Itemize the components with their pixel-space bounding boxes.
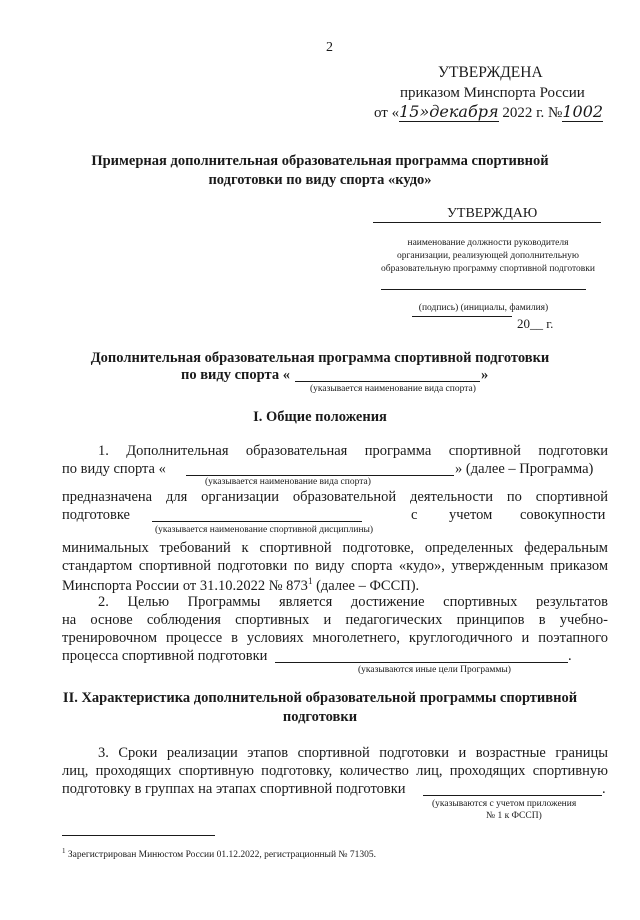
position-note-3: образовательную программу спортивной подготовки [380, 264, 595, 274]
footnote [62, 847, 376, 860]
p1-note-discipline: (указывается наименование спортивной дисциплины) [155, 525, 374, 535]
signature-line [381, 289, 586, 290]
approve-label: УТВЕРЖДАЮ [447, 206, 538, 221]
p2-goals-line [275, 662, 568, 663]
p3-line2: лиц, проходящих спортивную подготовку, количество лиц, проходящих спортивную [62, 763, 608, 779]
approval-order: приказом Минспорта России [400, 85, 585, 101]
doc-title-sport-line [295, 381, 480, 382]
footnote-mark: 1 [62, 847, 66, 855]
doc-title-line2-prefix: по виду спорта « [181, 367, 290, 383]
p1-sport-line [186, 475, 454, 476]
p3-line1: 3. Сроки реализации этапов спортивной подготовки и возрастные границы [98, 745, 608, 761]
p1-discipline-line [152, 521, 362, 522]
signature-note: (подпись) (инициалы, фамилия) [418, 303, 549, 313]
p1-line7-a: Минспорта России от 31.10.2022 № 873 [62, 577, 308, 594]
p1-word-s: с [411, 507, 418, 523]
p2-line4-prefix: процесса спортивной подготовки [62, 648, 268, 664]
p1-note-sport: (указывается наименование вида спорта) [205, 477, 371, 487]
p2-line2: на основе соблюдения спортивных и педагогических принципов в учебно- [62, 612, 608, 628]
doc-title-line1: Дополнительная образовательная программа спортивной подготовки [90, 350, 550, 366]
p3-note-1: (указываются с учетом приложения [432, 799, 577, 809]
footnote-text: Зарегистрирован Минюстом России 01.12.2022, регистрационный № 71305. [65, 850, 376, 861]
section1-heading: I. Общие положения [253, 409, 387, 425]
doc-title-line2-suffix: » [481, 367, 489, 383]
date-line [412, 316, 512, 317]
p1-line3: предназначена для организации образовательной деятельности по спортивной [62, 489, 608, 505]
position-note-2: организации, реализующей дополнительную [397, 251, 579, 261]
section2-heading-line1: II. Характеристика дополнительной образовательной программы спортивной [62, 690, 578, 706]
p1-line4-prefix: подготовке [62, 507, 130, 523]
handwritten-order-number: 1002 [562, 102, 604, 121]
p1-line5: минимальных требований к спортивной подготовке, определенных федеральным [62, 540, 608, 556]
footnote-ref: 1 [307, 576, 313, 586]
p1-line7-b: (далее – ФССП). [312, 577, 420, 594]
program-title-line1: Примерная дополнительная образовательная программа спортивной [91, 153, 549, 169]
p3-line3-suffix: . [602, 781, 606, 797]
handwritten-month: »декабря [419, 102, 499, 121]
approval-date-line [374, 102, 603, 122]
year-suffix: 20__ г. [517, 316, 554, 331]
page-number: 2 [326, 40, 333, 55]
approval-title: УТВЕРЖДЕНА [438, 64, 543, 81]
p1-line1: 1. Дополнительная образовательная программа спортивной подготовки [98, 443, 608, 459]
date-year: 2022 г. № [502, 105, 563, 121]
handwritten-day: 15 [399, 102, 420, 121]
p3-line3-prefix: подготовку в группах на этапах спортивной подготовки [62, 781, 406, 797]
p1-line2-suffix: » (далее – Программа) [455, 461, 594, 477]
p1-line2-prefix: по виду спорта « [62, 461, 166, 477]
p3-line [423, 795, 602, 796]
p1-word-sovokupnosti: совокупности [520, 507, 606, 523]
p1-word-uchetom: учетом [449, 507, 493, 523]
footnote-separator [62, 835, 215, 836]
p2-line3: тренировочном процессе в условиях многолетнего, круглогодичного и поэтапного [62, 630, 608, 646]
p2-line4-suffix: . [568, 648, 572, 664]
doc-title-note: (указывается наименование вида спорта) [310, 384, 476, 394]
p2-line1: 2. Целью Программы является достижение спортивных результатов [98, 594, 608, 610]
position-line [373, 222, 601, 223]
position-note-1: наименование должности руководителя [407, 238, 569, 248]
p2-note: (указываются иные цели Программы) [358, 665, 511, 675]
p3-note-2: № 1 к ФССП) [486, 811, 542, 821]
p1-line7 [62, 576, 419, 595]
section2-heading-line2: подготовки [282, 709, 358, 725]
program-title-line2: подготовки по виду спорта «кудо» [208, 172, 432, 188]
date-prefix: от « [374, 105, 400, 121]
p1-line6: стандартом спортивной подготовки по виду спорта «кудо», утвержденным приказом [62, 558, 608, 574]
